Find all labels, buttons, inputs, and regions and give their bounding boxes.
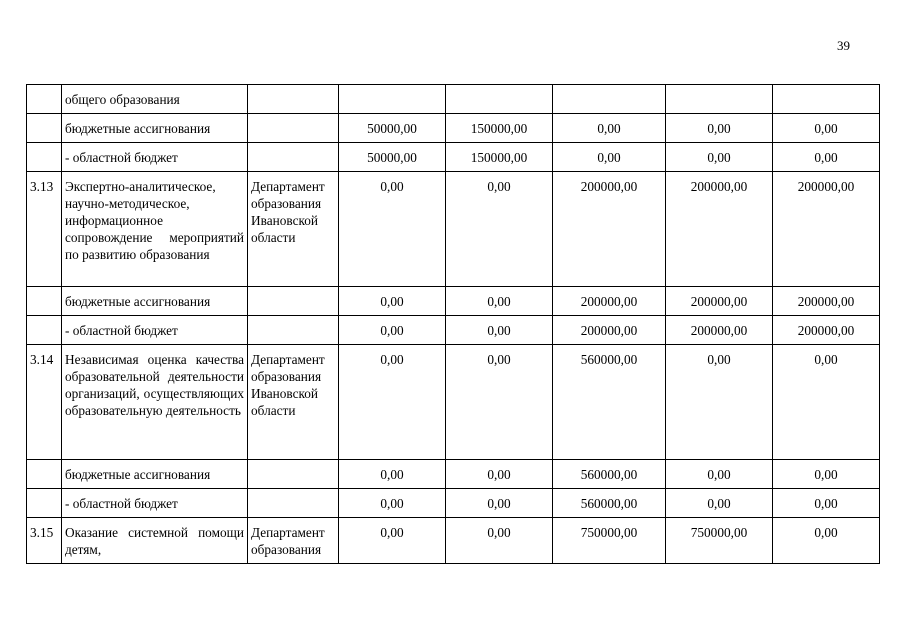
row-value-3: 560000,00 xyxy=(553,345,666,460)
row-value-1: 0,00 xyxy=(339,172,446,287)
row-executor: Департамент образования xyxy=(248,518,339,564)
row-value-5: 0,00 xyxy=(773,114,880,143)
row-executor xyxy=(248,460,339,489)
row-value-4 xyxy=(666,85,773,114)
table-row xyxy=(27,489,880,518)
row-executor xyxy=(248,85,339,114)
row-value-4: 0,00 xyxy=(666,345,773,460)
row-number xyxy=(27,287,62,316)
budget-table xyxy=(26,84,880,564)
table-row xyxy=(27,460,880,489)
row-value-2: 0,00 xyxy=(446,172,553,287)
row-value-1: 0,00 xyxy=(339,287,446,316)
row-value-5: 0,00 xyxy=(773,143,880,172)
row-executor xyxy=(248,143,339,172)
row-value-2 xyxy=(446,85,553,114)
row-name: - областной бюджет xyxy=(62,489,248,518)
table-row xyxy=(27,85,880,114)
row-number xyxy=(27,143,62,172)
row-value-2: 0,00 xyxy=(446,316,553,345)
row-value-3: 0,00 xyxy=(553,143,666,172)
row-value-4: 0,00 xyxy=(666,143,773,172)
row-value-3: 200000,00 xyxy=(553,172,666,287)
row-value-2: 0,00 xyxy=(446,287,553,316)
row-value-5: 200000,00 xyxy=(773,316,880,345)
table-row xyxy=(27,316,880,345)
row-value-5: 200000,00 xyxy=(773,287,880,316)
row-number xyxy=(27,460,62,489)
row-value-2: 0,00 xyxy=(446,518,553,564)
row-value-3: 560000,00 xyxy=(553,489,666,518)
row-value-3: 560000,00 xyxy=(553,460,666,489)
row-name: Независимая оценка качества образовательной деятельности организаций, осуществляющих образовательную деятельность xyxy=(62,345,248,460)
row-value-1: 0,00 xyxy=(339,316,446,345)
row-executor: Департамент образования Ивановской области xyxy=(248,345,339,460)
row-number: 3.13 xyxy=(27,172,62,287)
row-value-2: 0,00 xyxy=(446,460,553,489)
row-value-3: 750000,00 xyxy=(553,518,666,564)
row-value-3: 200000,00 xyxy=(553,316,666,345)
row-executor xyxy=(248,114,339,143)
row-executor xyxy=(248,489,339,518)
table-row xyxy=(27,345,880,460)
row-value-4: 0,00 xyxy=(666,460,773,489)
row-number xyxy=(27,489,62,518)
row-name: - областной бюджет xyxy=(62,143,248,172)
row-name: бюджетные ассигнования xyxy=(62,287,248,316)
row-value-4: 200000,00 xyxy=(666,287,773,316)
row-value-5: 0,00 xyxy=(773,460,880,489)
row-number: 3.14 xyxy=(27,345,62,460)
table-row xyxy=(27,518,880,564)
row-number xyxy=(27,114,62,143)
row-executor: Департамент образования Ивановской области xyxy=(248,172,339,287)
row-value-4: 750000,00 xyxy=(666,518,773,564)
row-number: 3.15 xyxy=(27,518,62,564)
row-executor xyxy=(248,287,339,316)
row-value-1: 0,00 xyxy=(339,489,446,518)
row-value-4: 200000,00 xyxy=(666,316,773,345)
row-value-1: 50000,00 xyxy=(339,114,446,143)
row-value-4: 0,00 xyxy=(666,489,773,518)
row-value-4: 0,00 xyxy=(666,114,773,143)
row-number xyxy=(27,85,62,114)
row-value-3: 0,00 xyxy=(553,114,666,143)
row-value-2: 0,00 xyxy=(446,345,553,460)
table-row xyxy=(27,172,880,287)
row-name: Экспертно-аналитическое, научно-методическое, информационное сопровождение мероприятий по развитию образования xyxy=(62,172,248,287)
row-name: Оказание системной помощи детям, xyxy=(62,518,248,564)
row-value-4: 200000,00 xyxy=(666,172,773,287)
page-number: 39 xyxy=(837,38,850,53)
row-value-5: 0,00 xyxy=(773,518,880,564)
row-value-5 xyxy=(773,85,880,114)
row-name: бюджетные ассигнования xyxy=(62,114,248,143)
row-value-2: 150000,00 xyxy=(446,114,553,143)
row-name: бюджетные ассигнования xyxy=(62,460,248,489)
row-value-5: 200000,00 xyxy=(773,172,880,287)
row-value-3 xyxy=(553,85,666,114)
row-value-2: 150000,00 xyxy=(446,143,553,172)
row-value-2: 0,00 xyxy=(446,489,553,518)
table-row xyxy=(27,114,880,143)
row-value-1 xyxy=(339,85,446,114)
row-value-1: 0,00 xyxy=(339,345,446,460)
row-value-1: 50000,00 xyxy=(339,143,446,172)
row-executor xyxy=(248,316,339,345)
row-value-1: 0,00 xyxy=(339,518,446,564)
row-value-5: 0,00 xyxy=(773,489,880,518)
row-number xyxy=(27,316,62,345)
row-value-3: 200000,00 xyxy=(553,287,666,316)
row-name: - областной бюджет xyxy=(62,316,248,345)
row-name: общего образования xyxy=(62,85,248,114)
table-row xyxy=(27,143,880,172)
table-row xyxy=(27,287,880,316)
row-value-1: 0,00 xyxy=(339,460,446,489)
row-value-5: 0,00 xyxy=(773,345,880,460)
